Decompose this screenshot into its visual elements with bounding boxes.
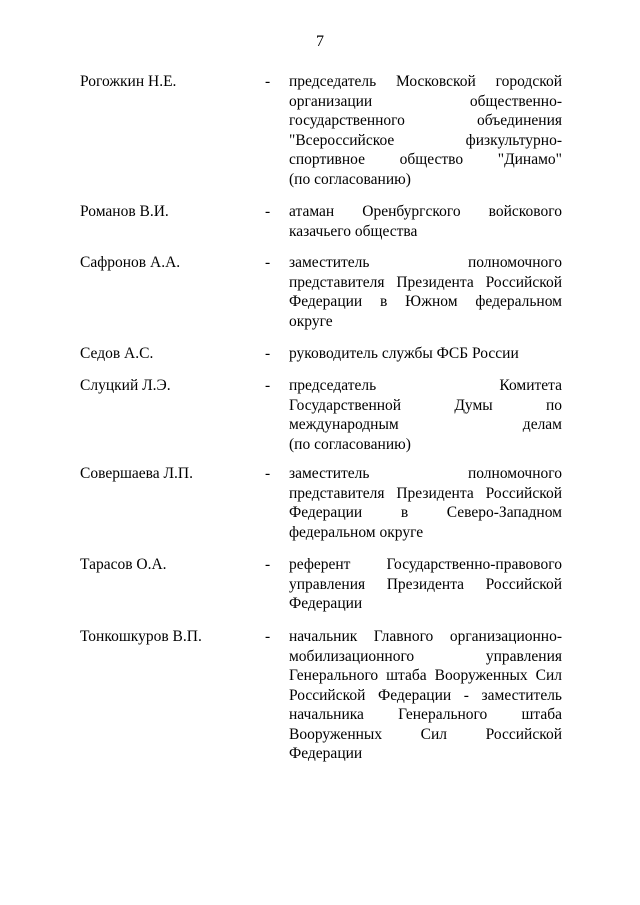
member-position xyxy=(289,202,562,241)
member-name: Рогожкин Н.Е. xyxy=(80,73,177,90)
position-line: федеральном округе xyxy=(289,523,424,541)
position-line: Генерального штаба Вооруженных Сил xyxy=(289,667,562,684)
position-line: атаман Оренбургского войскового xyxy=(289,203,562,220)
member-position xyxy=(289,627,562,764)
position-line: государственного объединения xyxy=(289,112,562,129)
member-position xyxy=(289,555,562,614)
dash-separator: - xyxy=(265,73,271,90)
position-line: казачьего общества xyxy=(289,222,418,240)
member-name: Слуцкий Л.Э. xyxy=(80,377,171,394)
position-line: Федерации в Северо-Западном xyxy=(289,504,562,521)
member-name: Тонкошкуров В.П. xyxy=(80,628,202,645)
member-position xyxy=(289,253,562,331)
position-line: руководитель службы ФСБ России xyxy=(289,345,519,362)
dash-separator: - xyxy=(265,377,271,394)
position-line: представителя Президента Российской xyxy=(289,273,562,291)
position-line: Государственной Думы по xyxy=(289,396,562,414)
dash-separator: - xyxy=(265,465,271,482)
member-name: Седов А.С. xyxy=(80,345,154,362)
dash-separator: - xyxy=(265,628,271,645)
position-line: начальника Генерального штаба xyxy=(289,706,562,723)
member-position xyxy=(289,344,562,364)
member-name: Романов В.И. xyxy=(80,203,169,220)
position-line: Федерации в Южном федеральном xyxy=(289,293,562,310)
dash-separator: - xyxy=(265,556,271,573)
position-line: Федерации xyxy=(289,595,363,612)
position-line: председатель Комитета xyxy=(289,377,562,394)
position-line: заместитель полномочного xyxy=(289,254,562,271)
position-line: референт Государственно-правового xyxy=(289,556,562,573)
position-line: председатель Московской городской xyxy=(289,73,562,90)
position-line: организации общественно- xyxy=(289,92,562,110)
member-position xyxy=(289,376,562,454)
member-name: Тарасов О.А. xyxy=(80,556,167,573)
position-line: Российской Федерации - заместитель xyxy=(289,686,562,704)
position-line: международным делам xyxy=(289,416,562,433)
member-position xyxy=(289,464,562,542)
dash-separator: - xyxy=(265,254,271,271)
position-line: (по согласованию) xyxy=(289,435,411,453)
position-line: (по согласованию) xyxy=(289,170,411,188)
position-line: округе xyxy=(289,312,333,330)
position-line: представителя Президента Российской xyxy=(289,484,562,502)
page-number: 7 xyxy=(316,33,324,50)
position-line: Вооруженных Сил Российской xyxy=(289,725,562,743)
position-line: начальник Главного организационно- xyxy=(289,628,562,645)
member-name: Совершаева Л.П. xyxy=(80,465,193,482)
member-position xyxy=(289,72,562,189)
position-line: Федерации xyxy=(289,745,363,762)
dash-separator: - xyxy=(265,203,271,220)
member-name: Сафронов А.А. xyxy=(80,254,181,271)
position-line: заместитель полномочного xyxy=(289,465,562,482)
position-line: управления Президента Российской xyxy=(289,575,562,593)
position-line: спортивное общество "Динамо" xyxy=(289,151,562,168)
position-line: "Всероссийское физкультурно- xyxy=(289,131,562,149)
position-line: мобилизационного управления xyxy=(289,647,562,665)
dash-separator: - xyxy=(265,345,271,362)
